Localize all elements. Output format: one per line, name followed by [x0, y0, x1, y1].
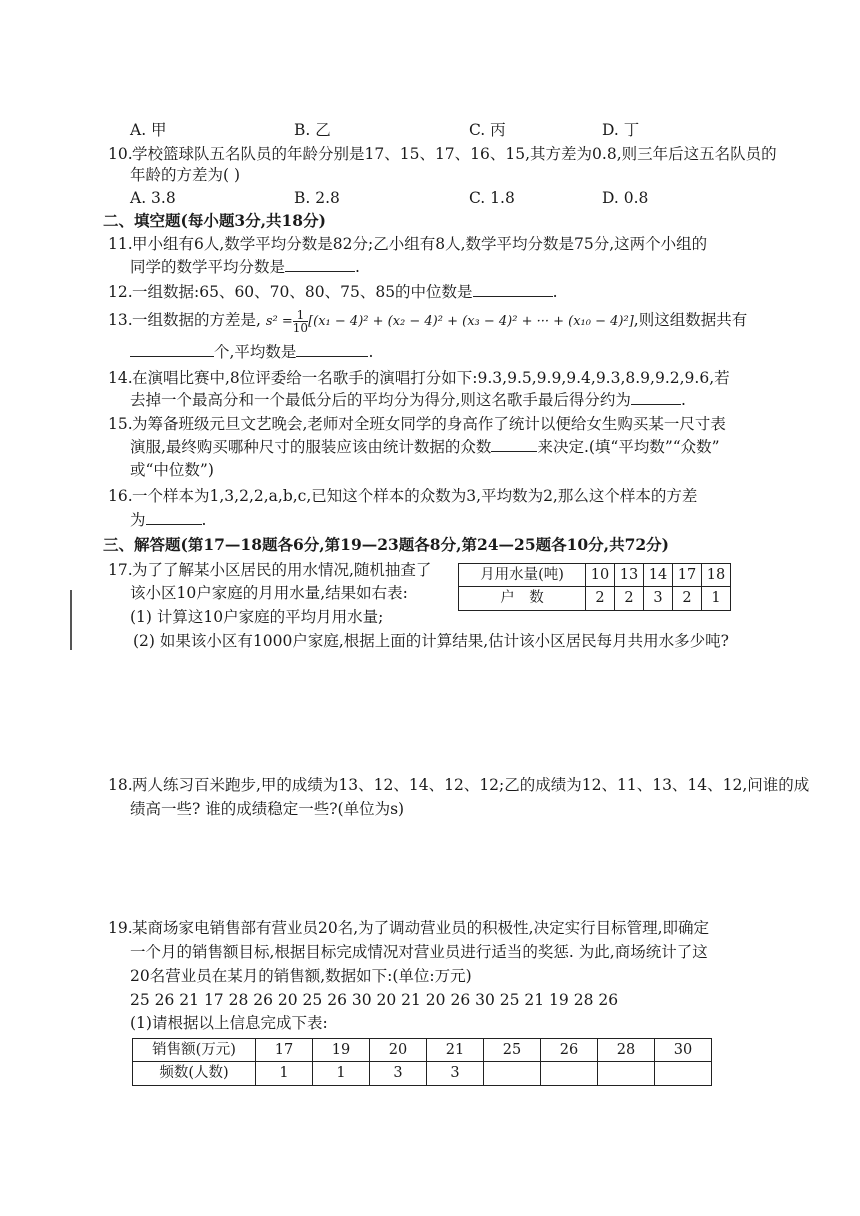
table-header-cell: 户 数: [459, 587, 586, 610]
table-row: [133, 1039, 712, 1062]
table-row: [459, 564, 731, 587]
q9-option-a: A. 甲: [130, 121, 167, 139]
answer-blank[interactable]: [631, 390, 681, 405]
table-row: [459, 587, 731, 610]
q12-line: 12.一组数据:65、60、70、80、75、85的中位数是 .: [108, 283, 558, 301]
table-cell: 21: [427, 1039, 484, 1062]
table-cell: 3: [370, 1062, 427, 1085]
table-header-cell: 销售额(万元): [133, 1039, 256, 1062]
q17-line1: 17.为了了解某小区居民的用水情况,随机抽查了: [108, 561, 432, 579]
table-cell: 30: [655, 1039, 712, 1062]
q17-line2: 该小区10户家庭的月用水量,结果如右表:: [130, 584, 408, 602]
table-cell-empty[interactable]: [598, 1062, 655, 1085]
q18-line1: 18.两人练习百米跑步,甲的成绩为13、12、14、12、12;乙的成绩为12、11、13、14、12,问谁的成: [108, 776, 810, 794]
table-header-cell: 月用水量(吨): [459, 564, 586, 587]
q10-line2: 年龄的方差为( ): [130, 166, 241, 184]
table-cell: 13: [615, 564, 644, 587]
section-3-heading: 三、解答题(第17—18题各6分,第19—23题各8分,第24—25题各10分,共72分): [103, 535, 669, 554]
fraction: $\frac{1}{10}$: [292, 307, 309, 335]
q9-option-d: D. 丁: [602, 121, 640, 139]
q9-option-b: B. 乙: [294, 121, 331, 139]
table-cell: 1: [256, 1062, 313, 1085]
q19-sub1: (1)请根据以上信息完成下表:: [130, 1014, 328, 1032]
q19-data: 25 26 21 17 28 26 20 25 26 30 20 21 20 26 30 25 21 19 28 26: [130, 991, 619, 1009]
water-usage-table: [458, 563, 731, 611]
table-cell-empty[interactable]: [541, 1062, 598, 1085]
table-cell: 18: [702, 564, 731, 587]
q13-line2: 个,平均数是 .: [130, 340, 373, 364]
answer-blank[interactable]: [146, 510, 202, 525]
q10-option-d: D. 0.8: [602, 189, 649, 207]
answer-blank[interactable]: [285, 257, 355, 272]
q14-line2: 去掉一个最高分和一个最低分后的平均分为得分,则这名歌手最后得分约为 .: [130, 391, 686, 409]
q16-line1: 16.一个样本为1,3,2,2,a,b,c,已知这个样本的众数为3,平均数为2,那么这个样本的方差: [108, 487, 698, 505]
table-cell: 1: [313, 1062, 370, 1085]
q17-sub2: (2) 如果该小区有1000户家庭,根据上面的计算结果,估计该小区居民每月共用水多少吨?: [133, 632, 729, 650]
table-cell: 19: [313, 1039, 370, 1062]
q10-option-c: C. 1.8: [469, 189, 515, 207]
q19-line1: 19.某商场家电销售部有营业员20名,为了调动营业员的积极性,决定实行目标管理,即确定: [108, 919, 710, 937]
q18-line2: 绩高一些? 谁的成绩稳定一些?(单位为s): [130, 800, 405, 818]
table-cell: 26: [541, 1039, 598, 1062]
table-cell: 20: [370, 1039, 427, 1062]
q14-line1: 14.在演唱比赛中,8位评委给一名歌手的演唱打分如下:9.3,9.5,9.9,9.4,9.3,8.9,9.2,9.6,若: [108, 369, 730, 387]
q11-line1: 11.甲小组有6人,数学平均分数是82分;乙小组有8人,数学平均分数是75分,这两个小组的: [108, 235, 708, 253]
q13-line1: 13.一组数据的方差是, s² = $\frac{1}{10}$ [(x₁ − 4)² + (x₂ − 4)² + (x₃ − 4)² + ··· + (x₁₀ − 4)²],则这组数据共有: [108, 307, 748, 335]
q19-line2: 一个月的销售额目标,根据目标完成情况对营业员进行适当的奖惩. 为此,商场统计了这: [130, 943, 708, 961]
q15-line1: 15.为筹备班级元旦文艺晚会,老师对全班女同学的身高作了统计以便给女生购买某一尺寸表: [108, 415, 726, 433]
answer-blank[interactable]: [491, 437, 537, 452]
q9-option-c: C. 丙: [469, 121, 506, 139]
table-cell: 2: [586, 587, 615, 610]
margin-mark: [70, 590, 72, 650]
q17-sub1: (1) 计算这10户家庭的平均月用水量;: [130, 608, 384, 626]
q15-line3: 或“中位数”): [130, 461, 214, 479]
table-cell: 2: [615, 587, 644, 610]
table-cell: 17: [673, 564, 702, 587]
q10-number: 10.: [108, 145, 133, 163]
answer-blank[interactable]: [130, 342, 214, 357]
table-cell: 3: [427, 1062, 484, 1085]
table-cell: 10: [586, 564, 615, 587]
answer-blank[interactable]: [296, 342, 368, 357]
table-cell: 17: [256, 1039, 313, 1062]
q19-line3: 20名营业员在某月的销售额,数据如下:(单位:万元): [130, 967, 472, 985]
answer-blank[interactable]: [473, 282, 553, 297]
q11-line2: 同学的数学平均分数是 .: [130, 258, 360, 276]
q10-option-b: B. 2.8: [294, 189, 340, 207]
table-cell: 1: [702, 587, 731, 610]
table-cell: 2: [673, 587, 702, 610]
section-2-heading: 二、填空题(每小题3分,共18分): [103, 211, 326, 230]
table-cell-empty[interactable]: [655, 1062, 712, 1085]
q15-line2: 演服,最终购买哪种尺寸的服装应该由统计数据的众数 来决定.(填“平均数”“众数”: [130, 438, 720, 456]
table-cell: 3: [644, 587, 673, 610]
table-cell-empty[interactable]: [484, 1062, 541, 1085]
table-header-cell: 频数(人数): [133, 1062, 256, 1085]
sales-table: [132, 1038, 712, 1086]
table-row: [133, 1062, 712, 1085]
table-cell: 14: [644, 564, 673, 587]
table-cell: 28: [598, 1039, 655, 1062]
q10-option-a: A. 3.8: [130, 189, 176, 207]
table-cell: 25: [484, 1039, 541, 1062]
q16-line2: 为 .: [130, 511, 207, 529]
q10-line1: 10.学校篮球队五名队员的年龄分别是17、15、17、16、15,其方差为0.8,则三年后这五名队员的: [108, 142, 777, 166]
